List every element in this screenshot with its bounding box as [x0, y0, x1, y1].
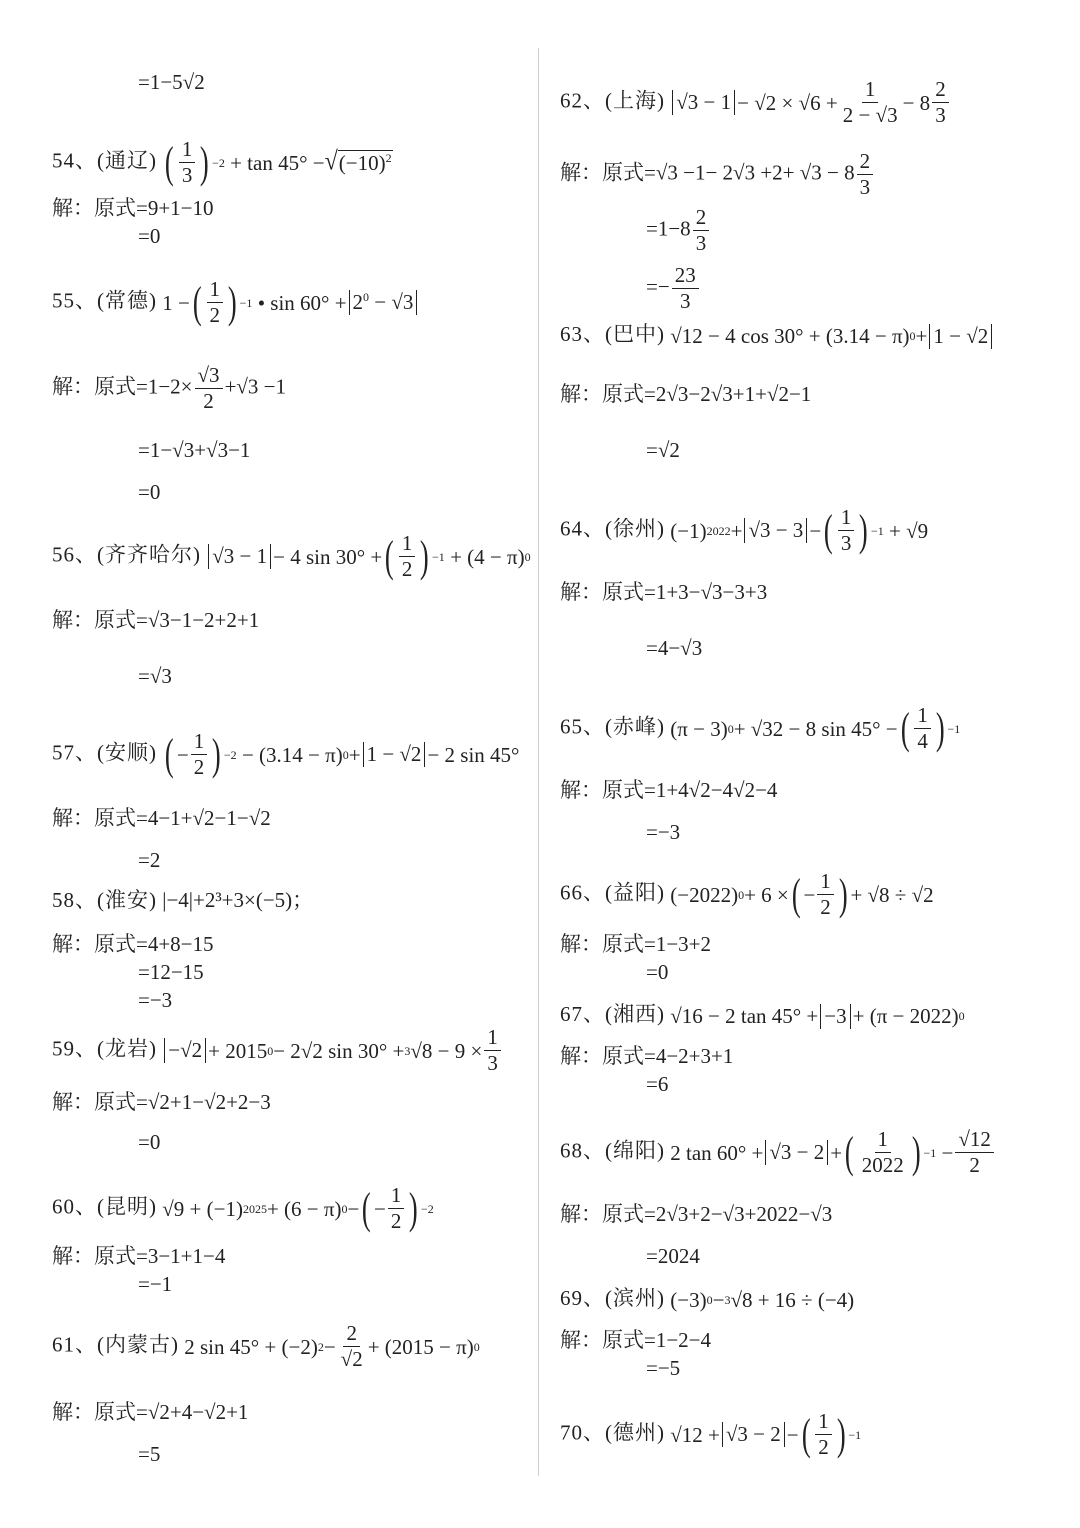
solution-58-line2: =12−15 [138, 960, 204, 984]
solution-54-line2: =0 [138, 224, 161, 248]
problem-61 [52, 1322, 480, 1371]
solution-69-line1: 解：原式=1−2−4 [560, 1328, 712, 1352]
problem-label: 67、(湘西) [560, 1002, 665, 1026]
problem-label: 60、(昆明) [52, 1194, 157, 1219]
problem-57 [52, 730, 519, 779]
problem-label: 64、(徐州) [560, 516, 665, 541]
problem-label: 62、(上海) [560, 88, 665, 113]
math-expression: −√2 + 2015 0 − 2√2 sin 30° + 3 √8 − 9 × $\frac{1}{3}$ [162, 1026, 503, 1075]
solution-58-line3: =−3 [138, 988, 173, 1012]
solution-60-line1: 解：原式=3−1+1−4 [52, 1244, 226, 1268]
math-expression: (−2022) 0 + 6 × ( − $\frac{1}{2}$ ) + √8 ÷ √2 [670, 869, 934, 920]
column-divider [538, 48, 539, 1476]
solution-56-line1: 解：原式=√3−1−2+2+1 [52, 608, 260, 632]
math-expression: (−1) 2022 + √3 − 3 − ( $\frac{1}{3}$ ) −1 + √9 [670, 505, 929, 556]
math-expression: √3 − 1 − √2 × √6 + $\frac{1}{2 - √3}$ − 8 $\frac{2}{3}$ [670, 78, 950, 127]
math-expression: (−3) 0 − 3 √8 + 16 ÷ (−4) [670, 1288, 855, 1313]
problem-68 [560, 1128, 996, 1177]
solution-55-line2: =1−√3+√3−1 [138, 438, 251, 462]
solution-67-line1: 解：原式=4−2+3+1 [560, 1044, 734, 1068]
problem-label: 58、(淮安) [52, 888, 157, 912]
math-expression: √12 − 4 cos 30° + (3.14 − π) 0 + 1 − √2 [670, 322, 994, 350]
solution-61-line1: 解：原式=√2+4−√2+1 [52, 1400, 249, 1424]
problem-67 [560, 1000, 965, 1030]
problem-label: 54、(通辽) [52, 148, 157, 173]
solution-66-line1: 解：原式=1−3+2 [560, 932, 712, 956]
solution-58-line1: 解：原式=4+8−15 [52, 932, 214, 956]
problem-label: 63、(巴中) [560, 322, 665, 346]
math-expression: (π − 3) 0 + √32 − 8 sin 45° − ( $\frac{1}{4}$ ) −1 [670, 703, 961, 754]
problem-59 [52, 1026, 503, 1075]
solution-61-line2: =5 [138, 1442, 161, 1466]
math-expression: √12 + √3 − 2 − ( $\frac{1}{2}$ ) −1 [670, 1409, 862, 1460]
problem-64 [560, 506, 928, 555]
problem-66 [560, 870, 934, 919]
problem-56 [52, 532, 531, 581]
problem-69 [560, 1284, 854, 1314]
problem-label: 57、(安顺) [52, 740, 157, 765]
solution-55-line3: =0 [138, 480, 161, 504]
solution-53-line: =1−5√2 [138, 70, 205, 94]
problem-60 [52, 1184, 434, 1233]
problem-65 [560, 704, 960, 753]
problem-63 [560, 320, 994, 350]
problem-62 [560, 78, 951, 127]
problem-label: 65、(赤峰) [560, 714, 665, 739]
math-expression: √9 + (−1) 2025 + (6 − π) 0 − ( − $\frac{1}{2}$ ) −2 [162, 1183, 434, 1234]
problem-55 [52, 278, 419, 327]
math-expression: 2 tan 60° + √3 − 2 + ( $\frac{1}{2022}$ ) −1 − $\frac{√12}{2}$ [670, 1128, 996, 1177]
problem-label: 59、(龙岩) [52, 1036, 157, 1061]
math-expression: 2 sin 45° + (−2) 2 − $\frac{2}{√2}$ + (2015 − π) 0 [184, 1321, 480, 1372]
solution-69-line2: =−5 [646, 1356, 681, 1380]
problem-label: 66、(益阳) [560, 880, 665, 905]
problem-label: 55、(常德) [52, 288, 157, 313]
problem-label: 68、(绵阳) [560, 1138, 665, 1163]
solution-64-line1: 解：原式=1+3−√3−3+3 [560, 580, 768, 604]
solution-59-line1: 解：原式=√2+1−√2+2−3 [52, 1090, 271, 1114]
math-expression: |−4|+2³+3×(−5)； [162, 888, 314, 912]
math-expression: 1 − ( $\frac{1}{2}$ ) −1 • sin 60° + $2^0 - √3$ [162, 278, 419, 327]
solution-62-line3: =− $\frac{23}{3}$ [646, 264, 701, 313]
solution-67-line2: =6 [646, 1072, 669, 1096]
problem-label: 56、(齐齐哈尔) [52, 542, 201, 567]
solution-65-line2: =−3 [646, 820, 681, 844]
solution-text: =− [646, 274, 670, 299]
solution-65-line1: 解：原式=1+4√2−4√2−4 [560, 778, 778, 802]
solution-63-line1: 解：原式=2√3−2√3+1+√2−1 [560, 382, 812, 406]
solution-text: =1−8 [646, 216, 691, 241]
solution-56-line2: =√3 [138, 664, 172, 688]
math-expression: √3 − 1 − 4 sin 30° + ( $\frac{1}{2}$ ) −1 + (4 − π) 0 [206, 532, 530, 581]
problem-54 [52, 138, 393, 187]
solution-63-line2: =√2 [646, 438, 680, 462]
math-expression: ( − $\frac{1}{2}$ ) −2 − (3.14 − π) 0 + 1 − √2 − 2 sin 45° [165, 729, 520, 780]
solution-55-line1: 解：原式=1−2× $\frac{√3}{2}$ +√3 −1 [52, 363, 287, 414]
problem-label: 70、(德州) [560, 1420, 665, 1445]
solution-62-line1: 解：原式=√3 −1− 2√3 +2+ √3 − 8 $\frac{2}{3}$ [560, 150, 875, 199]
math-expression: ( $\frac{1}{3}$ ) −2 + tan 45° − √ $(-10)^2$ [165, 137, 392, 188]
solution-68-line1: 解：原式=2√3+2−√3+2022−√3 [560, 1202, 833, 1226]
solution-60-line2: =−1 [138, 1272, 173, 1296]
solution-62-line2: =1−8 $\frac{2}{3}$ [646, 206, 711, 255]
problem-70 [560, 1410, 861, 1459]
problem-label: 69、(滨州) [560, 1286, 665, 1310]
problem-label: 61、(内蒙古) [52, 1332, 179, 1357]
math-expression: √16 − 2 tan 45° + −3 + (π − 2022) 0 [670, 1003, 965, 1029]
solution-54-line1: 解：原式=9+1−10 [52, 196, 214, 220]
solution-68-line2: =2024 [646, 1244, 700, 1268]
solution-57-line1: 解：原式=4−1+√2−1−√2 [52, 806, 271, 830]
solution-59-line2: =0 [138, 1130, 161, 1154]
solution-64-line2: =4−√3 [646, 636, 703, 660]
problem-58 [52, 886, 313, 914]
solution-57-line2: =2 [138, 848, 161, 872]
solution-66-line2: =0 [646, 960, 669, 984]
